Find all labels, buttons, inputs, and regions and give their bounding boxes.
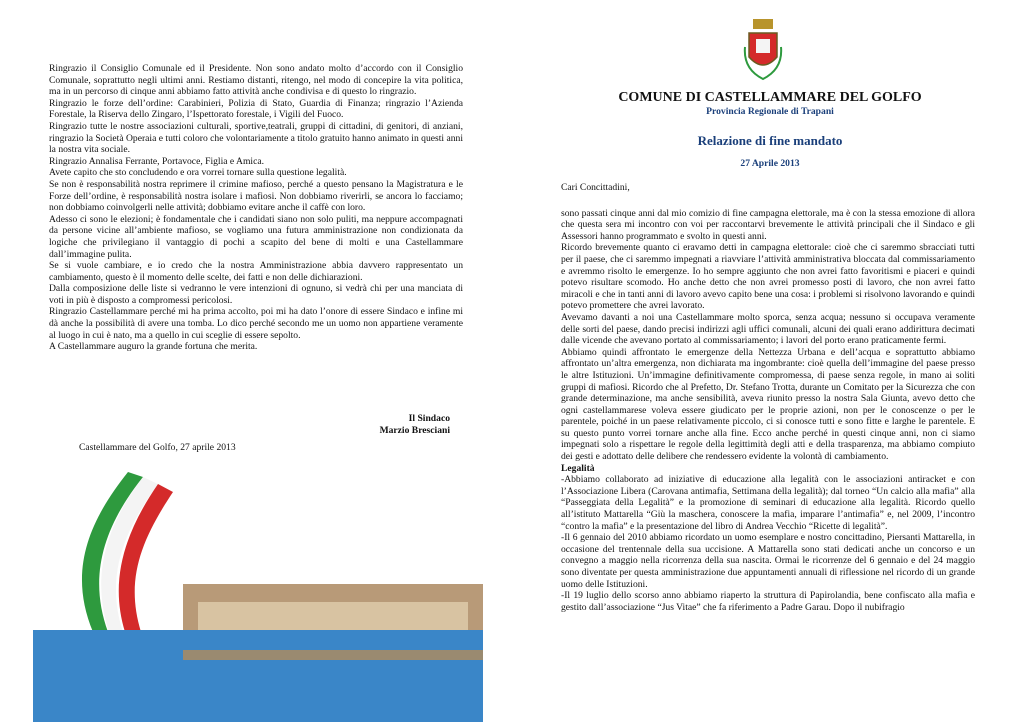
flag-harbor-illustration — [33, 462, 483, 722]
signature-name: Marzio Bresciani — [379, 425, 450, 436]
right-column — [561, 182, 975, 613]
document-title: Relazione di fine mandato — [697, 133, 843, 148]
paragraph: Ringrazio tutte le nostre associazioni culturali, sportive,teatrali, gruppi di cittadini, di genitori, di anziani, ringrazio la Società Operaia e tutti coloro che volontariamente a titolo gratuito hanno animato in questi anni la nostra vita sociale. — [49, 120, 463, 156]
paragraph: Ringrazio il Consiglio Comunale ed il Presidente. Non sono andato molto d’accordo con il Consiglio Comunale, soprattutto negli ultimi anni. Restiamo distanti, ritengo, nel modo di concepire la vita politica, ma in un percorso di cinque anni abbiamo fatto attività anche condivisa e di questo lo ringrazio. — [49, 63, 463, 98]
paragraph: Adesso ci sono le elezioni; è fondamentale che i candidati siano non solo puliti, ma neppure accompagnati da persone vicine all’ambiente mafioso, se vogliamo una futura amministrazione non condizionata da logiche che privilegiano il vantaggio di pochi a scapito del bene di molti e una Castellammare dall’immagine pulita. — [49, 213, 463, 260]
paragraph: Ringrazio le forze dell’ordine: Carabinieri, Polizia di Stato, Guardia di Finanza; ringrazio l’Azienda Forestale, la Riserva dello Zingaro, l’Ispettorato forestale, i Vigili del Fuoco. — [49, 97, 463, 121]
document-date: 27 Aprile 2013 — [740, 158, 800, 169]
signature-role: Il Sindaco — [408, 413, 450, 424]
place-date: Castellammare del Golfo, 27 aprile 2013 — [79, 442, 236, 453]
signature-block — [250, 413, 450, 437]
subtitle-provincia: Provincia Regionale di Trapani — [706, 106, 834, 117]
paragraph: Ringrazio Castellammare perché mi ha prima accolto, poi mi ha dato l’onore di essere Sindaco e infine mi dà anche la possibilità di avere una tomba. Lo dico perché secondo me un uomo non appartiene veramente al luogo in cui è nato, ma a quello in cui sceglie di essere sepolto. — [49, 306, 463, 341]
harbor-pier — [183, 650, 483, 660]
page-title: COMUNE DI CASTELLAMMARE DEL GOLFO — [618, 90, 922, 105]
coat-of-arms-icon — [741, 17, 785, 83]
paragraph: Se non è responsabilità nostra reprimere il crimine mafioso, perché a questo pensano la Magistratura e le Forze dell’ordine, è responsabilità nostra isolare i mafiosi. Non dobbiamo riverirli, se ancora lo facciamo; non dobbiamo coinvolgerli nelle attività; dobbiamo evitare anche il caffè con loro. — [49, 178, 463, 214]
section-heading-legalita: Legalità — [561, 462, 595, 474]
paragraph: -Abbiamo collaborato ad iniziative di educazione alla legalità con le associazioni antiracket e con l’Associazione Libera (Carovana antimafia, Settimana della legalità); dal torneo “Un calcio alla mafia” alla “Passeggiata della Legalità” e la promozione di seminari di educazione alla legalità. Ricordo quello all’istituto Mattarella “Giù la maschera, conoscere la mafia, imparare l’antimafia” e, nel 2009, l’incontro “contro la mafia” e la presentazione del libro di Andrea Vecchio “Ricette di legalità”. — [561, 474, 975, 532]
paragraph: Ricordo brevemente quanto ci eravamo detti in campagna elettorale: cioè che ci saremmo sbracciati tutti per il paese, che ci saremmo impegnati a riavviare l’attività amministrativa bloccata dal commissariamento e avremmo risolto le emergenze. Io ho sempre aggiunto che non avrei fatto favoritismi e piaceri e quindi potevo risultare scomodo. Ho anche detto che non avrei promesso posti di lavoro, che non avrei fatto miracoli e che in tanti anni di lavoro avevo capito bene una cosa: i problemi si risolvono lavorando e quindi potevo promettere che avrei lavorato. — [561, 242, 975, 312]
paragraph: A Castellammare auguro la grande fortuna che merita. — [49, 341, 258, 353]
paragraph: sono passati cinque anni dal mio comizio di fine campagna elettorale, ma è con la stessa emozione di allora che questa sera mi incontro con voi per raccontarvi brevemente le attività principali che il Sindaco e gli Assessori hanno programmato e svolto in questi anni. — [561, 207, 975, 242]
paragraph: Se si vuole cambiare, e io credo che la nostra Amministrazione abbia davvero rappresentato un cambiamento, questo è il momento delle scelte, dei fatti e non delle dichiarazioni. — [49, 260, 463, 283]
harbor-water — [33, 630, 483, 722]
left-column — [49, 63, 463, 353]
paragraph: Avete capito che sto concludendo e ora vorrei tornare sulla questione legalità. — [49, 167, 347, 179]
greeting: Cari Concittadini, — [561, 182, 630, 193]
paragraph: Dalla composizione delle liste si vedranno le vere intenzioni di ognuno, si vedrà chi per una manciata di voti in più è disposto a compromessi pericolosi. — [49, 283, 463, 306]
paragraph: -Il 19 luglio dello scorso anno abbiamo riaperto la struttura di Papirolandia, bene confiscato alla mafia e gestito dall’associazione “Jus Vitae” che fa riferimento a Padre Garau. Dopo il nubifragio — [561, 590, 975, 613]
paragraph: Abbiamo quindi affrontato le emergenze della Nettezza Urbana e dell’acqua e soprattutto abbiamo affrontato un’altra emergenza, non dichiarata ma ingombrante: cioè quella dell’immagine del paese presso le altre Istituzioni. Un’immagine definitivamente compromessa, di paese senza regole, in mano ai soliti gruppi di mafiosi. Ricordo che al Prefetto, Dr. Stefano Trotta, durante un Comitato per la Sicurezza che con grande determinazione, ma anche sensibilità, aveva riunito presso la nostra Sala Giunta, avevo detto che ogni castellammarese voleva essere giudicato per le proprie azioni, non per le conoscenze o per le parentele, poiché in un paese relativamente piccolo, ci si conosce tutti e sono fitte e larghe le parentele. E su questo punto vorrei tornare anche alla fine. Ecco anche perché in questi cinque anni, non ci siamo impegnati solo a rispettare le regole della legittimità degli atti e della trasparenza, ma abbiamo compiuto dei gesti e adottato delle delibere che rendessero evidente la volontà di cambiamento. — [561, 346, 975, 463]
paragraph: -Il 6 gennaio del 2010 abbiamo ricordato un uomo esemplare e nostro concittadino, Piersanti Mattarella, in occasione del trentennale della sua uccisione. A Mattarella sono stati dedicati anche un concorso e un convegno a maggio nella ricorrenza della sua nascita. Ormai le ricorrenze del 6 gennaio e del 24 maggio sono diventate per questa amministrazione due appuntamenti annuali di riflessione nel ricordo di un grande uomo delle Istituzioni. — [561, 532, 975, 590]
paragraph: Avevamo davanti a noi una Castellammare molto sporca, senza acqua; nessuno si occupava veramente delle sorti del paese, dando precisi indirizzi agli uffici comunali, alcuni dei quali erano addirittura decimati dalle vicende che avevano portato al commissariamento; i lavori del porto erano praticamente fermi. — [561, 311, 975, 347]
paragraph: Ringrazio Annalisa Ferrante, Portavoce, Figlia e Amica. — [49, 155, 265, 167]
